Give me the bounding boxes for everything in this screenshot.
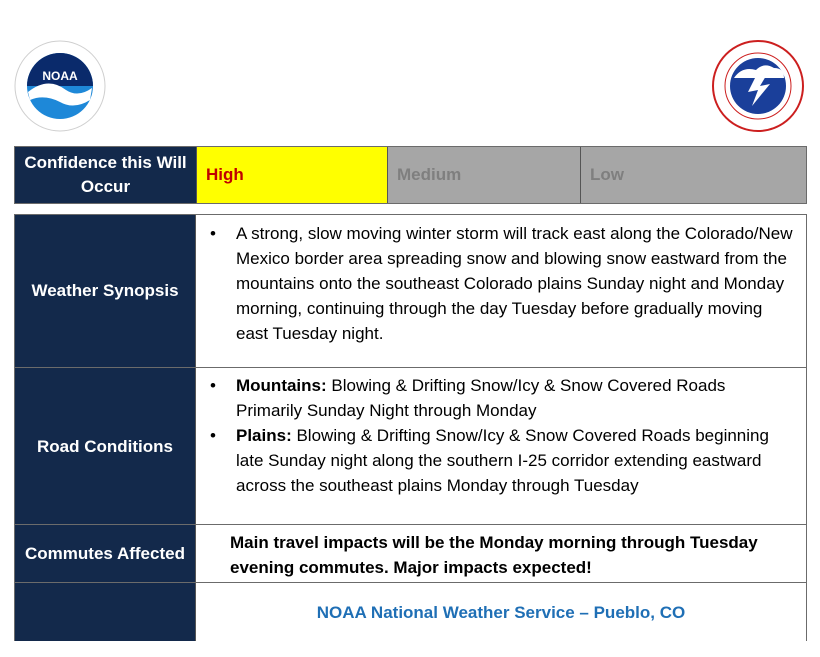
footer-label-cell (15, 583, 196, 641)
noaa-logo (14, 40, 106, 132)
briefing-table (14, 214, 807, 641)
list-item (202, 373, 794, 423)
road-item-text: Blowing & Drifting Snow/Icy & Snow Covered Roads Primarily Sunday Night through Monday (236, 376, 726, 420)
briefing-header (0, 0, 820, 140)
confidence-high: High (197, 147, 388, 203)
page-subtitle: Sat - Tue, Jan 30 - Feb 2, 2016 (211, 85, 609, 115)
confidence-low: Low (581, 147, 806, 203)
synopsis-content (196, 215, 806, 367)
commutes-label: Commutes Affected (15, 525, 196, 583)
bullet-icon: • (210, 224, 216, 243)
synopsis-text: A strong, slow moving winter storm will track east along the Colorado/New Mexico border area spreading snow and blowing snow eastward from the mountains onto the southeast Colorado plains Sunday night and Monday morning, continuing through the day Tuesday before gradually moving east Tuesday night. (236, 224, 793, 343)
roads-content (196, 368, 806, 525)
synopsis-label: Weather Synopsis (15, 215, 196, 367)
commutes-row (15, 524, 806, 583)
roads-row (15, 367, 806, 525)
bullet-icon: • (210, 426, 216, 445)
nws-logo (712, 40, 804, 132)
confidence-medium: Medium (388, 147, 581, 203)
footer-text: NOAA National Weather Service – Pueblo, CO (316, 602, 686, 622)
road-item-text: Blowing & Drifting Snow/Icy & Snow Covered Roads beginning late Sunday night along the southern I-25 corridor extending eastward across the southeast plains Monday through Tuesday (236, 426, 769, 495)
confidence-label: Confidence this Will Occur (15, 147, 197, 203)
road-item-lead: Mountains: (236, 376, 327, 395)
page-title: NWS Pueblo Weather Briefing (133, 42, 687, 84)
noaa-logo-text: NOAA (42, 69, 78, 83)
confidence-bar (14, 146, 807, 204)
road-item-lead: Plains: (236, 426, 292, 445)
roads-label: Road Conditions (15, 368, 196, 525)
footer-content (196, 583, 806, 641)
list-item (202, 423, 794, 498)
synopsis-row (15, 215, 806, 367)
footer-row (15, 582, 806, 641)
bullet-icon: • (210, 376, 216, 395)
commutes-text: Main travel impacts will be the Monday morning through Tuesday evening commutes. Major impacts expected! (196, 525, 806, 583)
list-item (202, 221, 794, 346)
